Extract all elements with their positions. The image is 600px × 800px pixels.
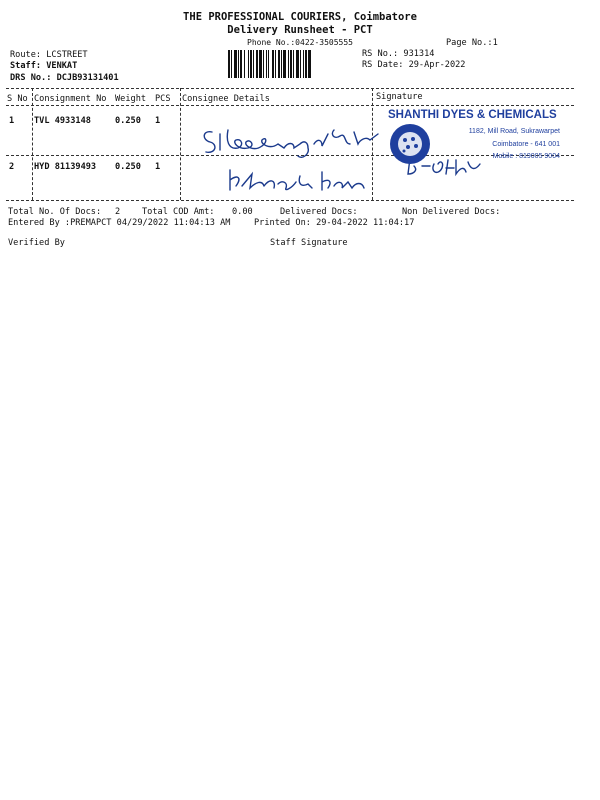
barcode-bar: [293, 50, 294, 78]
handwritten-signature-1: [198, 120, 388, 160]
barcode-bar: [259, 50, 262, 78]
total-cod-value: 0.00: [232, 207, 253, 217]
barcode-bar: [263, 50, 264, 78]
barcode-bar: [250, 50, 252, 78]
entered-by: Entered By :PREMAPCT 04/29/2022 11:04:13 AM: [8, 218, 231, 228]
barcode-bar: [283, 50, 286, 78]
table-bottom-rule: [6, 200, 574, 201]
barcode: [228, 50, 356, 78]
barcode-bar: [275, 50, 276, 78]
row1-pcs: 1: [155, 116, 161, 126]
stamp-logo-icon: [390, 124, 430, 164]
company-stamp: [384, 106, 566, 174]
page-number: Page No.:1: [446, 38, 498, 48]
delivered-docs-label: Delivered Docs:: [280, 207, 358, 217]
barcode-bar: [234, 50, 237, 78]
col-divider-1: [32, 88, 33, 200]
header-pcs: PCS: [155, 94, 171, 104]
printed-on: Printed On: 29-04-2022 11:04:17: [254, 218, 415, 228]
stamp-address: 1182, Mill Road, Sukrawarpet: [468, 128, 560, 135]
barcode-bar: [256, 50, 258, 78]
barcode-bar: [244, 50, 245, 78]
row1-weight: 0.250: [115, 116, 141, 126]
company-name: THE PROFESSIONAL COURIERS, Coimbatore: [183, 11, 417, 23]
barcode-bar: [300, 50, 301, 78]
non-delivered-docs-label: Non Delivered Docs:: [402, 207, 501, 217]
barcode-bar: [296, 50, 299, 78]
barcode-bar: [278, 50, 280, 78]
col-divider-2: [180, 88, 181, 200]
total-docs-label: Total No. Of Docs:: [8, 207, 102, 217]
row2-pcs: 1: [155, 162, 161, 172]
barcode-bar: [272, 50, 274, 78]
barcode-bar: [253, 50, 254, 78]
route-label: Route: LCSTREET: [10, 50, 88, 60]
stamp-mobile: Mobile : 819005 9004: [492, 153, 560, 160]
header-sno: S No: [7, 94, 28, 104]
header-weight: Weight: [115, 94, 147, 104]
barcode-bar: [240, 50, 242, 78]
sheet-title: Delivery Runsheet - PCT: [227, 24, 373, 36]
table-top-rule: [6, 88, 574, 89]
barcode-bar: [268, 50, 269, 78]
rs-date: RS Date: 29-Apr-2022: [362, 60, 466, 70]
row2-sno: 2: [9, 162, 15, 172]
row2-consignment: HYD 81139493: [34, 162, 97, 172]
barcode-bar: [303, 50, 304, 78]
barcode-bar: [228, 50, 230, 78]
header-consignment: Consignment No: [34, 94, 107, 104]
drs-number: DRS No.: DCJB93131401: [10, 73, 119, 83]
stamp-city: Coimbatore - 641 001: [492, 141, 560, 148]
barcode-bar: [248, 50, 249, 78]
barcode-bar: [238, 50, 239, 78]
rs-number: RS No.: 931314: [362, 49, 435, 59]
row2-weight: 0.250: [115, 162, 141, 172]
barcode-bar: [281, 50, 282, 78]
header-signature: Signature: [376, 92, 423, 102]
total-cod-label: Total COD Amt:: [142, 207, 215, 217]
barcode-bar: [305, 50, 307, 78]
row1-consignment: TVL 4933148: [34, 116, 91, 126]
total-docs-value: 2: [115, 207, 121, 217]
stamp-name: SHANTHI DYES & CHEMICALS: [388, 109, 557, 121]
staff-signature: Staff Signature: [270, 238, 348, 248]
barcode-bar: [231, 50, 232, 78]
barcode-bar: [288, 50, 289, 78]
barcode-bar: [266, 50, 267, 78]
header-consignee: Consignee Details: [182, 94, 270, 104]
staff-label: Staff: VENKAT: [10, 61, 78, 71]
phone-number: Phone No.:0422-3505555: [247, 38, 353, 47]
verified-by: Verified By: [8, 238, 65, 248]
row1-sno: 1: [9, 116, 15, 126]
barcode-bar: [290, 50, 292, 78]
handwritten-signature-2: [222, 164, 372, 194]
barcode-bar: [308, 50, 311, 78]
